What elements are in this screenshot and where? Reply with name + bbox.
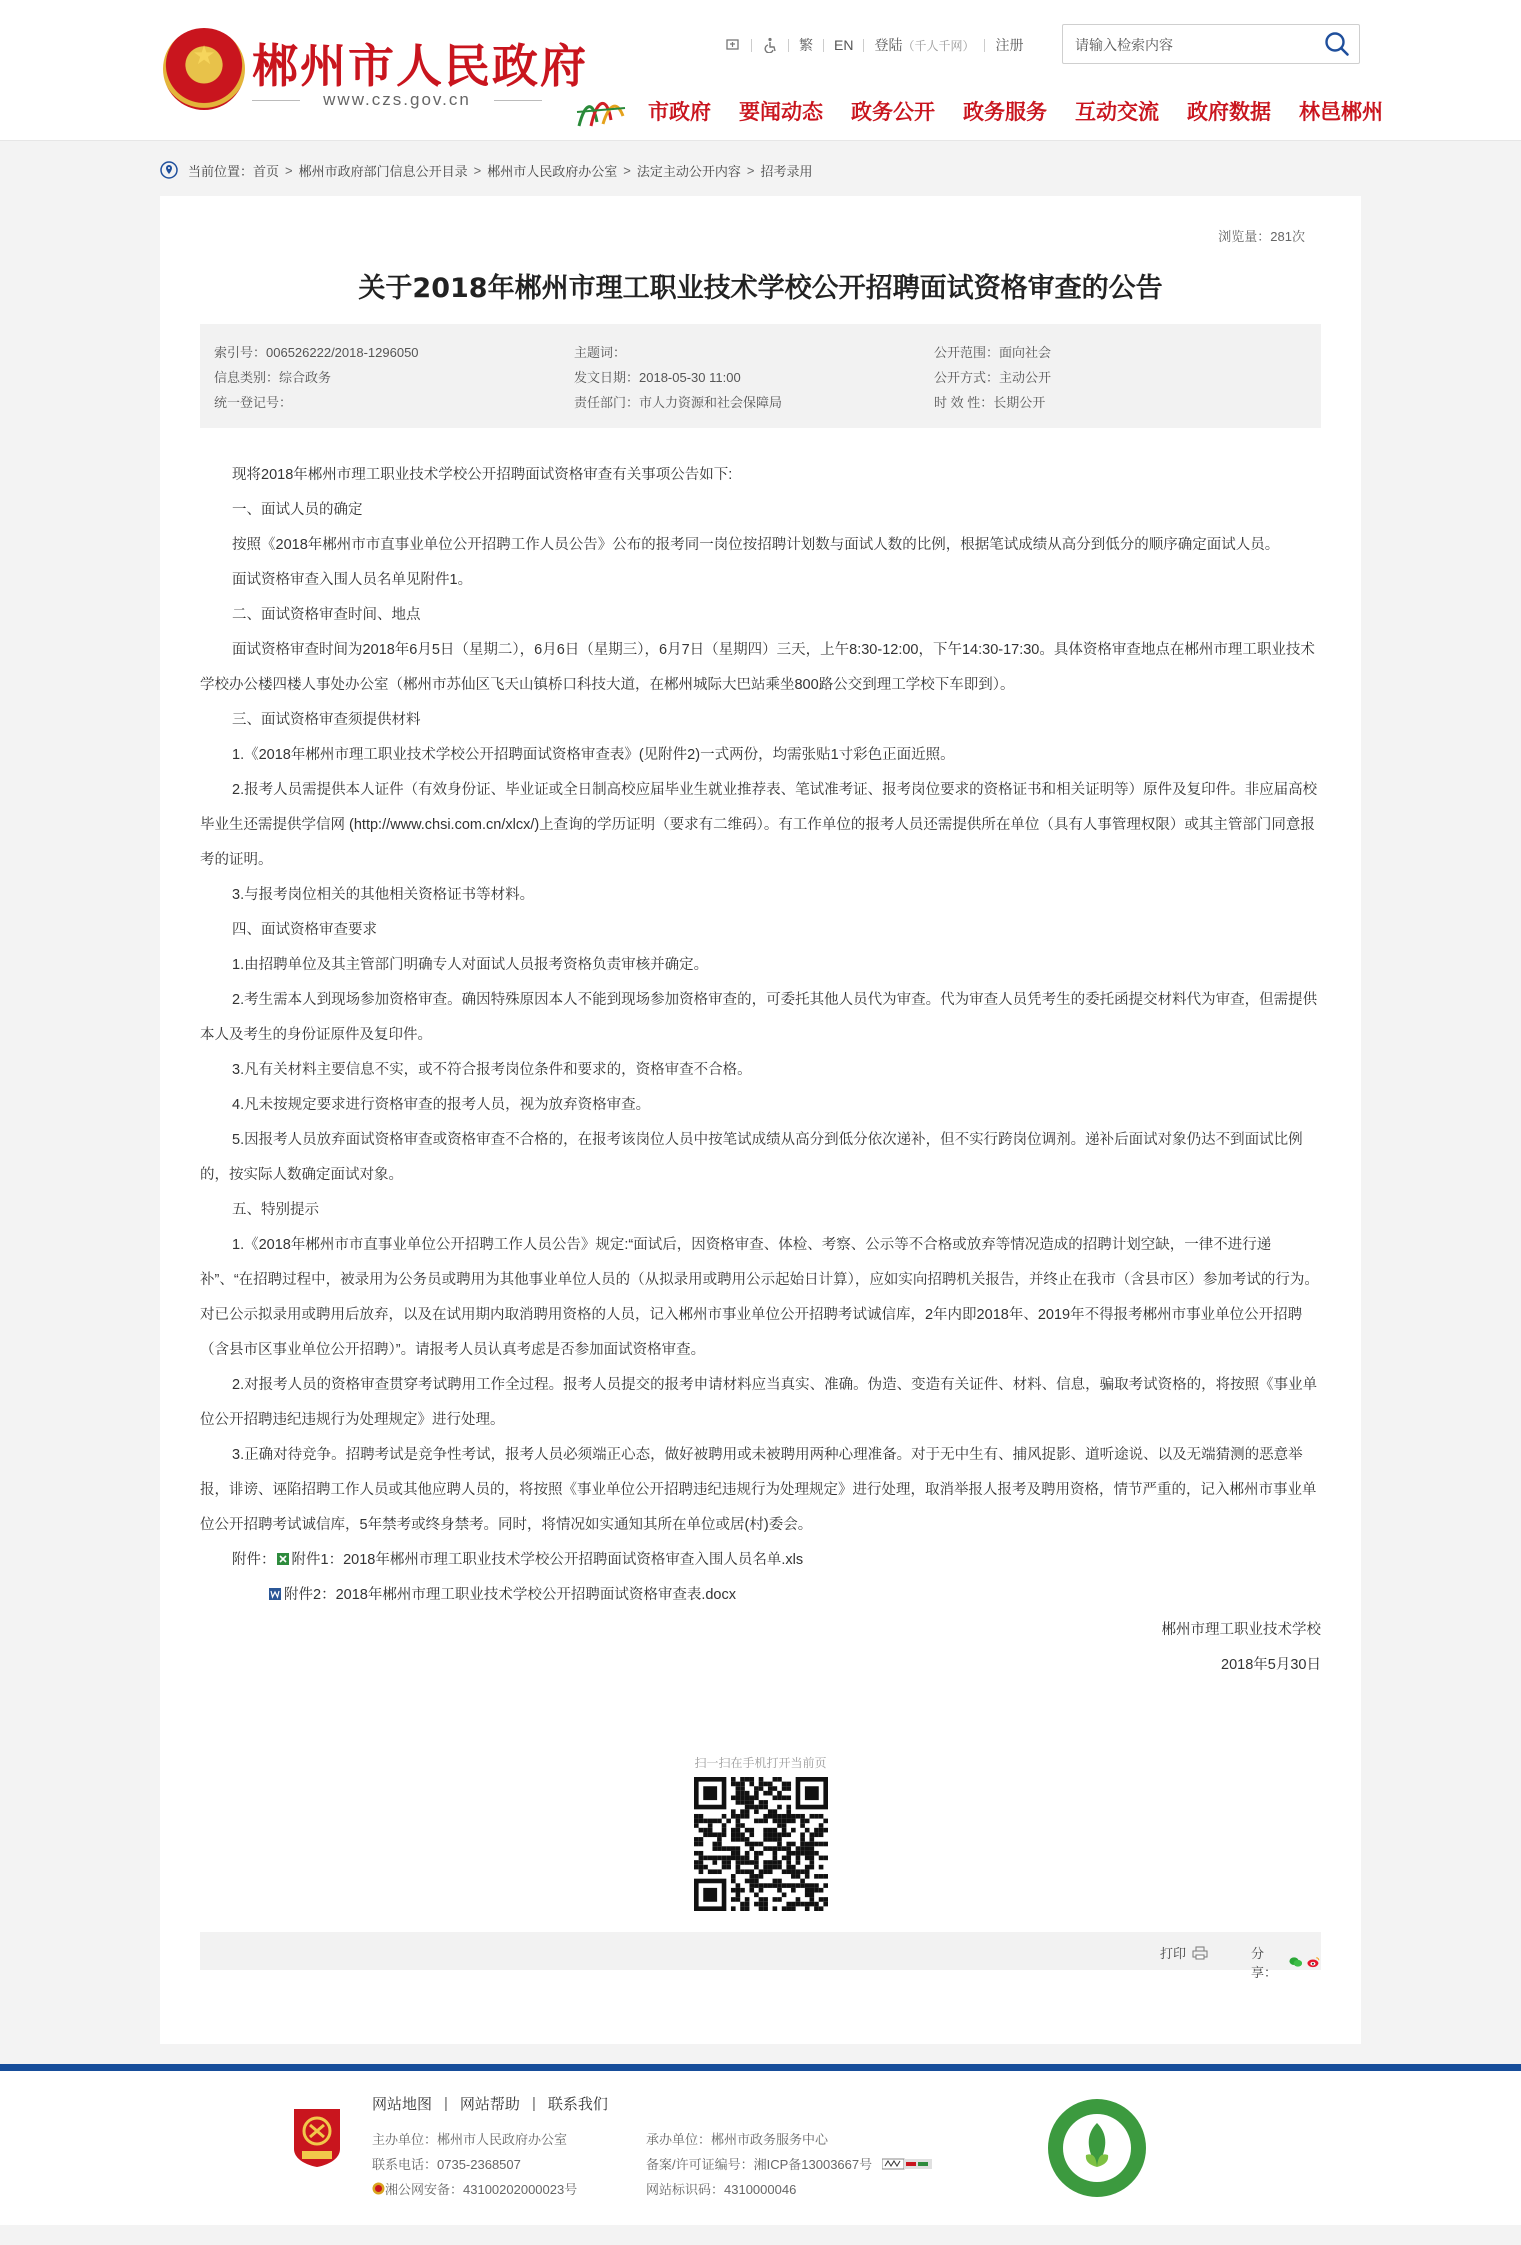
city-logo-icon xyxy=(575,92,627,130)
site-url: www.czs.gov.cn xyxy=(252,90,542,110)
print-label: 打印 xyxy=(1160,1946,1187,1961)
meta-dept: 责任部门：市人力资源和社会保障局 xyxy=(574,395,783,410)
party-emblem-icon[interactable] xyxy=(290,2107,344,2169)
breadcrumb-directory[interactable]: 郴州市政府部门信息公开目录 xyxy=(298,163,468,179)
share-label: 分享： xyxy=(1251,1946,1278,1980)
site-title[interactable]: 郴州市人民政府 xyxy=(252,39,588,93)
breadcrumb-home[interactable]: 首页 xyxy=(253,163,280,179)
meta-reg-no: 统一登记号： xyxy=(214,395,293,410)
paragraph: 1.《2018年郴州市市直事业单位公开招聘工作人员公告》规定:“面试后，因资格审查、体检、考察、公示等不合格或放弃等情况造成的招聘计划空缺，一律不进行递补”、“在招聘过程中，被录用为公务员或聘用为其他事业单位人员的（从拟录用或聘用公示起始日计算），应如实向招聘机关报告，并终止在我市（含县市区）参加考试的行为。对已公示拟录用或聘用后放弃，以及在试用期内取消聘用资格的人员，记入郴州市事业单位公开招聘考试诚信库，2年内即2018年、2019年不得报考郴州市事业单位公开招聘（含县市区事业单位公开招聘）”。请报考人员认真考虑是否参加面试资格审查。 xyxy=(200,1237,1319,1358)
wheelchair-icon[interactable] xyxy=(762,37,778,53)
meta-index-no: 索引号：006526222/2018-1296050 xyxy=(214,345,419,360)
qr-code-icon xyxy=(694,1777,828,1911)
meta-date: 发文日期：2018-05-30 11:00 xyxy=(574,370,741,385)
footer-icp-row xyxy=(646,2154,932,2173)
paragraph: 5.因报考人员放弃面试资格审查或资格审查不合格的，在报考该岗位人员中按笔试成绩从高分到低分依次递补，但不实行跨岗位调剂。递补后面试对象仍达不到面试比例的，按实际人数确定面试对象。 xyxy=(200,1132,1303,1183)
footer-separator: | xyxy=(531,2095,536,2112)
meta-category: 信息类别：综合政务 xyxy=(214,370,332,385)
section-heading: 四、面试资格审查要求 xyxy=(232,922,377,938)
article-title: 关于2018年郴州市理工职业技术学校公开招聘面试资格审查的公告 xyxy=(358,273,1163,304)
breadcrumb-recruitment[interactable]: 招考录用 xyxy=(760,163,813,179)
paragraph: 2.考生需本人到现场参加资格审查。确因特殊原因本人不能到现场参加资格审查的，可委托其他人员代为审查。代为审查人员凭考生的委托函提交材料代为审查，但需提供本人及考生的身份证原件及复印件。 xyxy=(200,992,1318,1043)
attachment-row xyxy=(200,1543,1321,1578)
breadcrumb-separator: > xyxy=(473,162,482,178)
site-footer xyxy=(0,2071,1521,2225)
attachments-label: 附件： xyxy=(232,1552,276,1568)
footer-link-help[interactable]: 网站帮助 xyxy=(459,2096,520,2113)
civilized-city-badge-icon[interactable] xyxy=(1046,2097,1148,2199)
english-link[interactable]: EN xyxy=(834,37,854,53)
qr-section xyxy=(160,1754,1361,1911)
nav-city-government[interactable]: 市政府 xyxy=(648,100,711,124)
share-group xyxy=(1251,1943,1321,1981)
divider xyxy=(984,39,985,52)
view-count: 浏览量：281次 xyxy=(1218,229,1305,244)
meta-scope: 公开范围：面向社会 xyxy=(934,345,1052,360)
paragraph: 2.对报考人员的资格审查贯穿考试聘用工作全过程。报考人员提交的报考申请材料应当真实、准确。伪造、变造有关证件、材料、信息，骗取考试资格的，将按照《事业单位公开招聘违纪违规行为处理规定》进行处理。 xyxy=(200,1377,1318,1428)
register-link[interactable]: 注册 xyxy=(995,37,1024,53)
top-links xyxy=(725,34,1023,56)
article-body xyxy=(200,458,1321,1683)
footer-site-code: 网站标识码：4310000046 xyxy=(646,2182,797,2197)
paragraph: 按照《2018年郴州市市直事业单位公开招聘工作人员公告》公布的报考同一岗位按招聘计划数与面试人数的比例，根据笔试成绩从高分到低分的顺序确定面试人员。 xyxy=(232,537,1280,553)
footer-sponsor: 主办单位：郴州市人民政府办公室 xyxy=(372,2132,568,2147)
accessibility-icon[interactable] xyxy=(725,37,741,53)
breadcrumb-label: 当前位置： xyxy=(188,163,254,179)
login-link[interactable]: 登陆 xyxy=(874,37,903,53)
search-icon[interactable] xyxy=(1323,30,1351,58)
police-badge-icon xyxy=(372,2182,385,2195)
meta-validity: 时 效 性：长期公开 xyxy=(934,395,1046,410)
section-heading: 二、面试资格审查时间、地点 xyxy=(232,607,421,623)
paragraph: 3.正确对待竞争。招聘考试是竞争性考试，报考人员必须端正心态，做好被聘用或未被聘用两种心理准备。对于无中生有、捕风捉影、道听途说、以及无端猜测的恶意举报，诽谤、诬陷招聘工作人员或其他应聘人员的，将按照《事业单位公开招聘违纪违规行为处理规定》进行处理，取消举报人报考及聘用资格，情节严重的，记入郴州市事业单位公开招聘考试诚信库，5年禁考或终身禁考。同时，将情况如实通知其所在单位或居(村)委会。 xyxy=(200,1447,1317,1533)
attachment-1-link[interactable]: 附件1：2018年郴州市理工职业技术学校公开招聘面试资格审查入围人员名单.xls xyxy=(291,1552,804,1568)
footer-links xyxy=(372,2093,608,2114)
footer-separator: | xyxy=(444,2095,448,2112)
national-emblem-icon[interactable]: ★ xyxy=(163,28,245,110)
signature: 郴州市理工职业技术学校 xyxy=(1161,1622,1321,1638)
breadcrumb-separator: > xyxy=(623,162,631,178)
cnzz-stat-icon[interactable] xyxy=(882,2158,932,2170)
weibo-icon[interactable] xyxy=(1307,1955,1321,1969)
search-box xyxy=(1062,24,1360,64)
paragraph: 1.由招聘单位及其主管部门明确专人对面试人员报考资格负责审核并确定。 xyxy=(232,957,709,973)
location-pin-icon xyxy=(160,161,178,179)
paragraph: 2.报考人员需提供本人证件（有效身份证、毕业证或全日制高校应届毕业生就业推荐表、笔试准考证、报考岗位要求的资格证书和相关证明等）原件及复印件。非应届高校毕业生还需提供学信网 (http://www.chsi.com.cn/xlcx/)上查询的学历证明（要求有二维码）。有工作单位的报考人员还需提供所在单位（具有人事管理权限）或其主管部门同意报考的证明。 xyxy=(200,782,1318,868)
breadcrumb xyxy=(160,158,812,182)
paragraph: 4.凡未按规定要求进行资格审查的报考人员，视为放弃资格审查。 xyxy=(232,1097,651,1113)
section-heading: 一、面试人员的确定 xyxy=(232,502,363,518)
article-meta xyxy=(200,324,1321,428)
bottom-strip xyxy=(0,2225,1521,2245)
paragraph: 面试资格审查入围人员名单见附件1。 xyxy=(232,572,473,588)
footer-link-contact[interactable]: 联系我们 xyxy=(547,2096,608,2113)
qr-caption: 扫一扫在手机打开当前页 xyxy=(694,1756,827,1770)
footer-link-sitemap[interactable]: 网站地图 xyxy=(372,2096,433,2113)
nav-interaction[interactable]: 互动交流 xyxy=(1075,100,1159,124)
nav-linyi-chenzhou[interactable]: 林邑郴州 xyxy=(1299,100,1383,124)
breadcrumb-separator: > xyxy=(746,162,755,178)
footer-phone: 联系电话：0735-2368507 xyxy=(372,2157,521,2172)
printer-icon xyxy=(1192,1946,1208,1960)
footer-icp[interactable]: 备案/许可证编号：湘ICP备13003667号 xyxy=(646,2157,873,2172)
footer-police-text[interactable]: 湘公网安备：43100202000023号 xyxy=(385,2182,578,2197)
paragraph: 现将2018年郴州市理工职业技术学校公开招聘面试资格审查有关事项公告如下: xyxy=(232,467,733,483)
breadcrumb-office[interactable]: 郴州市人民政府办公室 xyxy=(487,163,618,179)
breadcrumb-statutory[interactable]: 法定主动公开内容 xyxy=(636,163,741,179)
excel-file-icon xyxy=(276,1552,290,1566)
login-note: （千人千网） xyxy=(902,38,975,53)
paragraph: 1.《2018年郴州市理工职业技术学校公开招聘面试资格审查表》(见附件2)一式两份，均需张贴1寸彩色正面近照。 xyxy=(232,747,955,763)
nav-government-data[interactable]: 政府数据 xyxy=(1187,100,1271,124)
divider xyxy=(823,39,824,52)
nav-public-affairs[interactable]: 政务公开 xyxy=(851,100,935,124)
wechat-icon[interactable] xyxy=(1289,1955,1303,1969)
footer-police-record xyxy=(372,2179,577,2198)
nav-news[interactable]: 要闻动态 xyxy=(739,100,823,124)
search-input[interactable] xyxy=(1073,33,1317,57)
breadcrumb-separator: > xyxy=(285,162,293,178)
word-file-icon xyxy=(268,1587,282,1601)
section-heading: 五、特别提示 xyxy=(232,1202,319,1218)
footer-divider xyxy=(0,2064,1521,2071)
article-container xyxy=(160,196,1361,2044)
attachment-2-link[interactable]: 附件2：2018年郴州市理工职业技术学校公开招聘面试资格审查表.docx xyxy=(284,1587,736,1603)
attachment-row xyxy=(200,1578,1321,1613)
share-bar xyxy=(200,1932,1321,1980)
footer-undertaker: 承办单位：郴州市政务服务中心 xyxy=(646,2132,829,2147)
paragraph: 3.凡有关材料主要信息不实，或不符合报考岗位条件和要求的，资格审查不合格。 xyxy=(232,1062,752,1078)
section-heading: 三、面试资格审查须提供材料 xyxy=(232,712,421,728)
nav-government-services[interactable]: 政务服务 xyxy=(963,100,1047,124)
divider xyxy=(863,39,864,52)
meta-mode: 公开方式：主动公开 xyxy=(934,370,1052,385)
traditional-chinese-link[interactable]: 繁 xyxy=(799,37,813,53)
sign-date: 2018年5月30日 xyxy=(1221,1657,1321,1673)
main-nav xyxy=(648,96,1383,126)
meta-keyword: 主题词： xyxy=(574,345,627,360)
paragraph: 面试资格审查时间为2018年6月5日（星期二），6月6日（星期三），6月7日（星期四）三天，上午8:30-12:00，下午14:30-17:30。具体资格审查地点在郴州市理工职业技术学校办公楼四楼人事处办公室（郴州市苏仙区飞天山镇桥口科技大道，在郴州城际大巴站乘坐800路公交到理工学校下车即到）。 xyxy=(200,642,1315,693)
print-button[interactable] xyxy=(1160,1943,1208,1962)
site-header xyxy=(0,0,1521,141)
paragraph: 3.与报考岗位相关的其他相关资格证书等材料。 xyxy=(232,887,535,903)
divider xyxy=(788,39,789,52)
divider xyxy=(751,39,752,52)
